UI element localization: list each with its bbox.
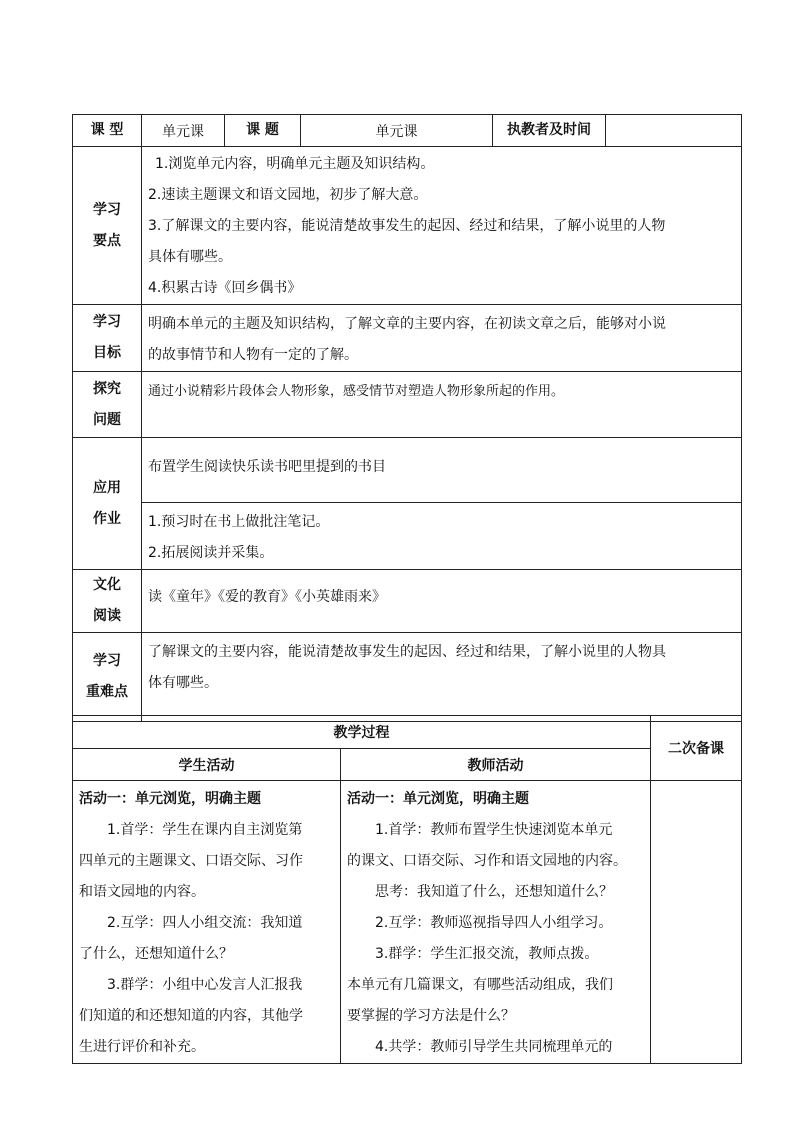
difficulty-content xyxy=(142,633,742,722)
student-activity-heading: 活动一：单元浏览，明确主题 xyxy=(79,791,261,807)
lesson-info-table xyxy=(72,114,742,722)
goals-row xyxy=(73,305,742,372)
key-point-item: 4.积累古诗《回乡偶书》 xyxy=(148,280,302,296)
type-label: 课 型 xyxy=(73,115,142,147)
student-activity-line: 四单元的主题课文、口语交际、习作 xyxy=(79,853,303,869)
reading-content xyxy=(142,570,742,633)
student-activity-cell xyxy=(73,781,341,1064)
inquiry-label-2: 问题 xyxy=(93,411,121,428)
inquiry-content xyxy=(142,372,742,438)
teaching-process-table xyxy=(72,715,742,1064)
student-activity-line: 1.首学：学生在课内自主浏览第 xyxy=(107,822,303,838)
goals-label-2: 目标 xyxy=(93,345,121,361)
student-activity-line: 2.互学：四人小组交流：我知道 xyxy=(107,915,303,931)
inquiry-label-1: 探究 xyxy=(93,380,121,397)
inquiry-label xyxy=(73,372,142,438)
header-row xyxy=(73,115,742,147)
goals-label-1: 学习 xyxy=(93,314,121,330)
goals-line: 的故事情节和人物有一定的了解。 xyxy=(148,347,358,363)
homework-part2 xyxy=(142,503,742,570)
key-points-label xyxy=(73,147,142,305)
key-points-row xyxy=(73,147,742,305)
reading-row xyxy=(73,570,742,633)
topic-value: 单元课 xyxy=(301,115,493,147)
teacher-activity-line: 1.首学：教师布置学生快速浏览本单元 xyxy=(375,822,613,838)
teacher-activity-line: 要掌握的学习方法是什么？ xyxy=(347,1008,515,1024)
teacher-activity-line: 3.群学：学生汇报交流，教师点拨。 xyxy=(375,946,599,962)
process-subheader-row xyxy=(73,749,742,781)
difficulty-row xyxy=(73,633,742,722)
student-activity-line: 3.群学：小组中心发言人汇报我 xyxy=(107,977,303,993)
teacher-activity-line: 思考：我知道了什么，还想知道什么？ xyxy=(375,884,613,900)
key-points-label-2: 要点 xyxy=(93,232,121,249)
teacher-activity-line: 2.互学：教师巡视指导四人小组学习。 xyxy=(375,915,613,931)
goals-content xyxy=(142,305,742,372)
reading-text: 读《童年》《爱的教育》《小英雄雨来》 xyxy=(148,589,386,605)
homework-item: 1.预习时在书上做批注笔记。 xyxy=(148,514,330,530)
homework-label-1: 应用 xyxy=(93,479,121,496)
process-title: 教学过程 xyxy=(73,716,651,749)
reading-label-2: 阅读 xyxy=(93,608,121,624)
reading-label-1: 文化 xyxy=(93,577,121,593)
homework-part1 xyxy=(142,438,742,503)
teacher-time-label: 执教者及时间 xyxy=(493,115,606,147)
key-point-item: 具体有哪些。 xyxy=(148,249,232,265)
teacher-activity-cell xyxy=(341,781,651,1064)
student-activity-line: 和语文园地的内容。 xyxy=(79,884,205,900)
goals-label xyxy=(73,305,142,372)
process-title-row xyxy=(73,716,742,749)
student-activity-line: 们知道的和还想知道的内容，其他学 xyxy=(79,1008,303,1024)
teacher-time-value xyxy=(606,115,742,147)
inquiry-text: 通过小说精彩片段体会人物形象，感受情节对塑造人物形象所起的作用。 xyxy=(148,384,565,399)
homework-row-1 xyxy=(73,438,742,503)
second-prep-header: 二次备课 xyxy=(651,716,742,781)
inquiry-row xyxy=(73,372,742,438)
teacher-activity-line: 4.共学：教师引导学生共同梳理单元的 xyxy=(375,1039,613,1055)
reading-label xyxy=(73,570,142,633)
teacher-activity-heading: 活动一：单元浏览，明确主题 xyxy=(347,791,529,807)
key-point-item: 3.了解课文的主要内容，能说清楚故事发生的起因、经过和结果，了解小说里的人物 xyxy=(148,218,666,234)
difficulty-label-2: 重难点 xyxy=(86,684,128,700)
teacher-activity-line: 本单元有几篇课文，有哪些活动组成，我们 xyxy=(347,977,613,993)
topic-label: 课 题 xyxy=(225,115,301,147)
process-body-row xyxy=(73,781,742,1064)
difficulty-line: 了解课文的主要内容，能说清楚故事发生的起因、经过和结果，了解小说里的人物具 xyxy=(148,644,666,660)
second-prep-cell xyxy=(651,781,742,1064)
homework-label xyxy=(73,438,142,570)
teacher-activity-header: 教师活动 xyxy=(341,749,651,781)
student-activity-line: 了什么，还想知道什么？ xyxy=(79,946,233,962)
key-point-item: 1.浏览单元内容，明确单元主题及知识结构。 xyxy=(155,156,435,172)
student-activity-header: 学生活动 xyxy=(73,749,341,781)
difficulty-label-1: 学习 xyxy=(93,653,121,669)
homework-part1-text: 布置学生阅读快乐读书吧里提到的书目 xyxy=(148,459,386,475)
homework-row-2 xyxy=(73,503,742,570)
difficulty-label xyxy=(73,633,142,722)
teacher-activity-line: 的课文、口语交际、习作和语文园地的内容。 xyxy=(347,853,627,869)
student-activity-line: 生进行评价和补充。 xyxy=(79,1039,205,1055)
difficulty-line: 体有哪些。 xyxy=(148,675,218,691)
homework-item: 2.拓展阅读并采集。 xyxy=(148,545,274,561)
key-points-content xyxy=(142,147,742,305)
type-value: 单元课 xyxy=(142,115,225,147)
key-points-label-1: 学习 xyxy=(93,201,121,218)
goals-line: 明确本单元的主题及知识结构，了解文章的主要内容，在初读文章之后，能够对小说 xyxy=(148,316,666,332)
key-point-item: 2.速读主题课文和语文园地，初步了解大意。 xyxy=(148,187,428,203)
homework-label-2: 作业 xyxy=(93,510,121,527)
